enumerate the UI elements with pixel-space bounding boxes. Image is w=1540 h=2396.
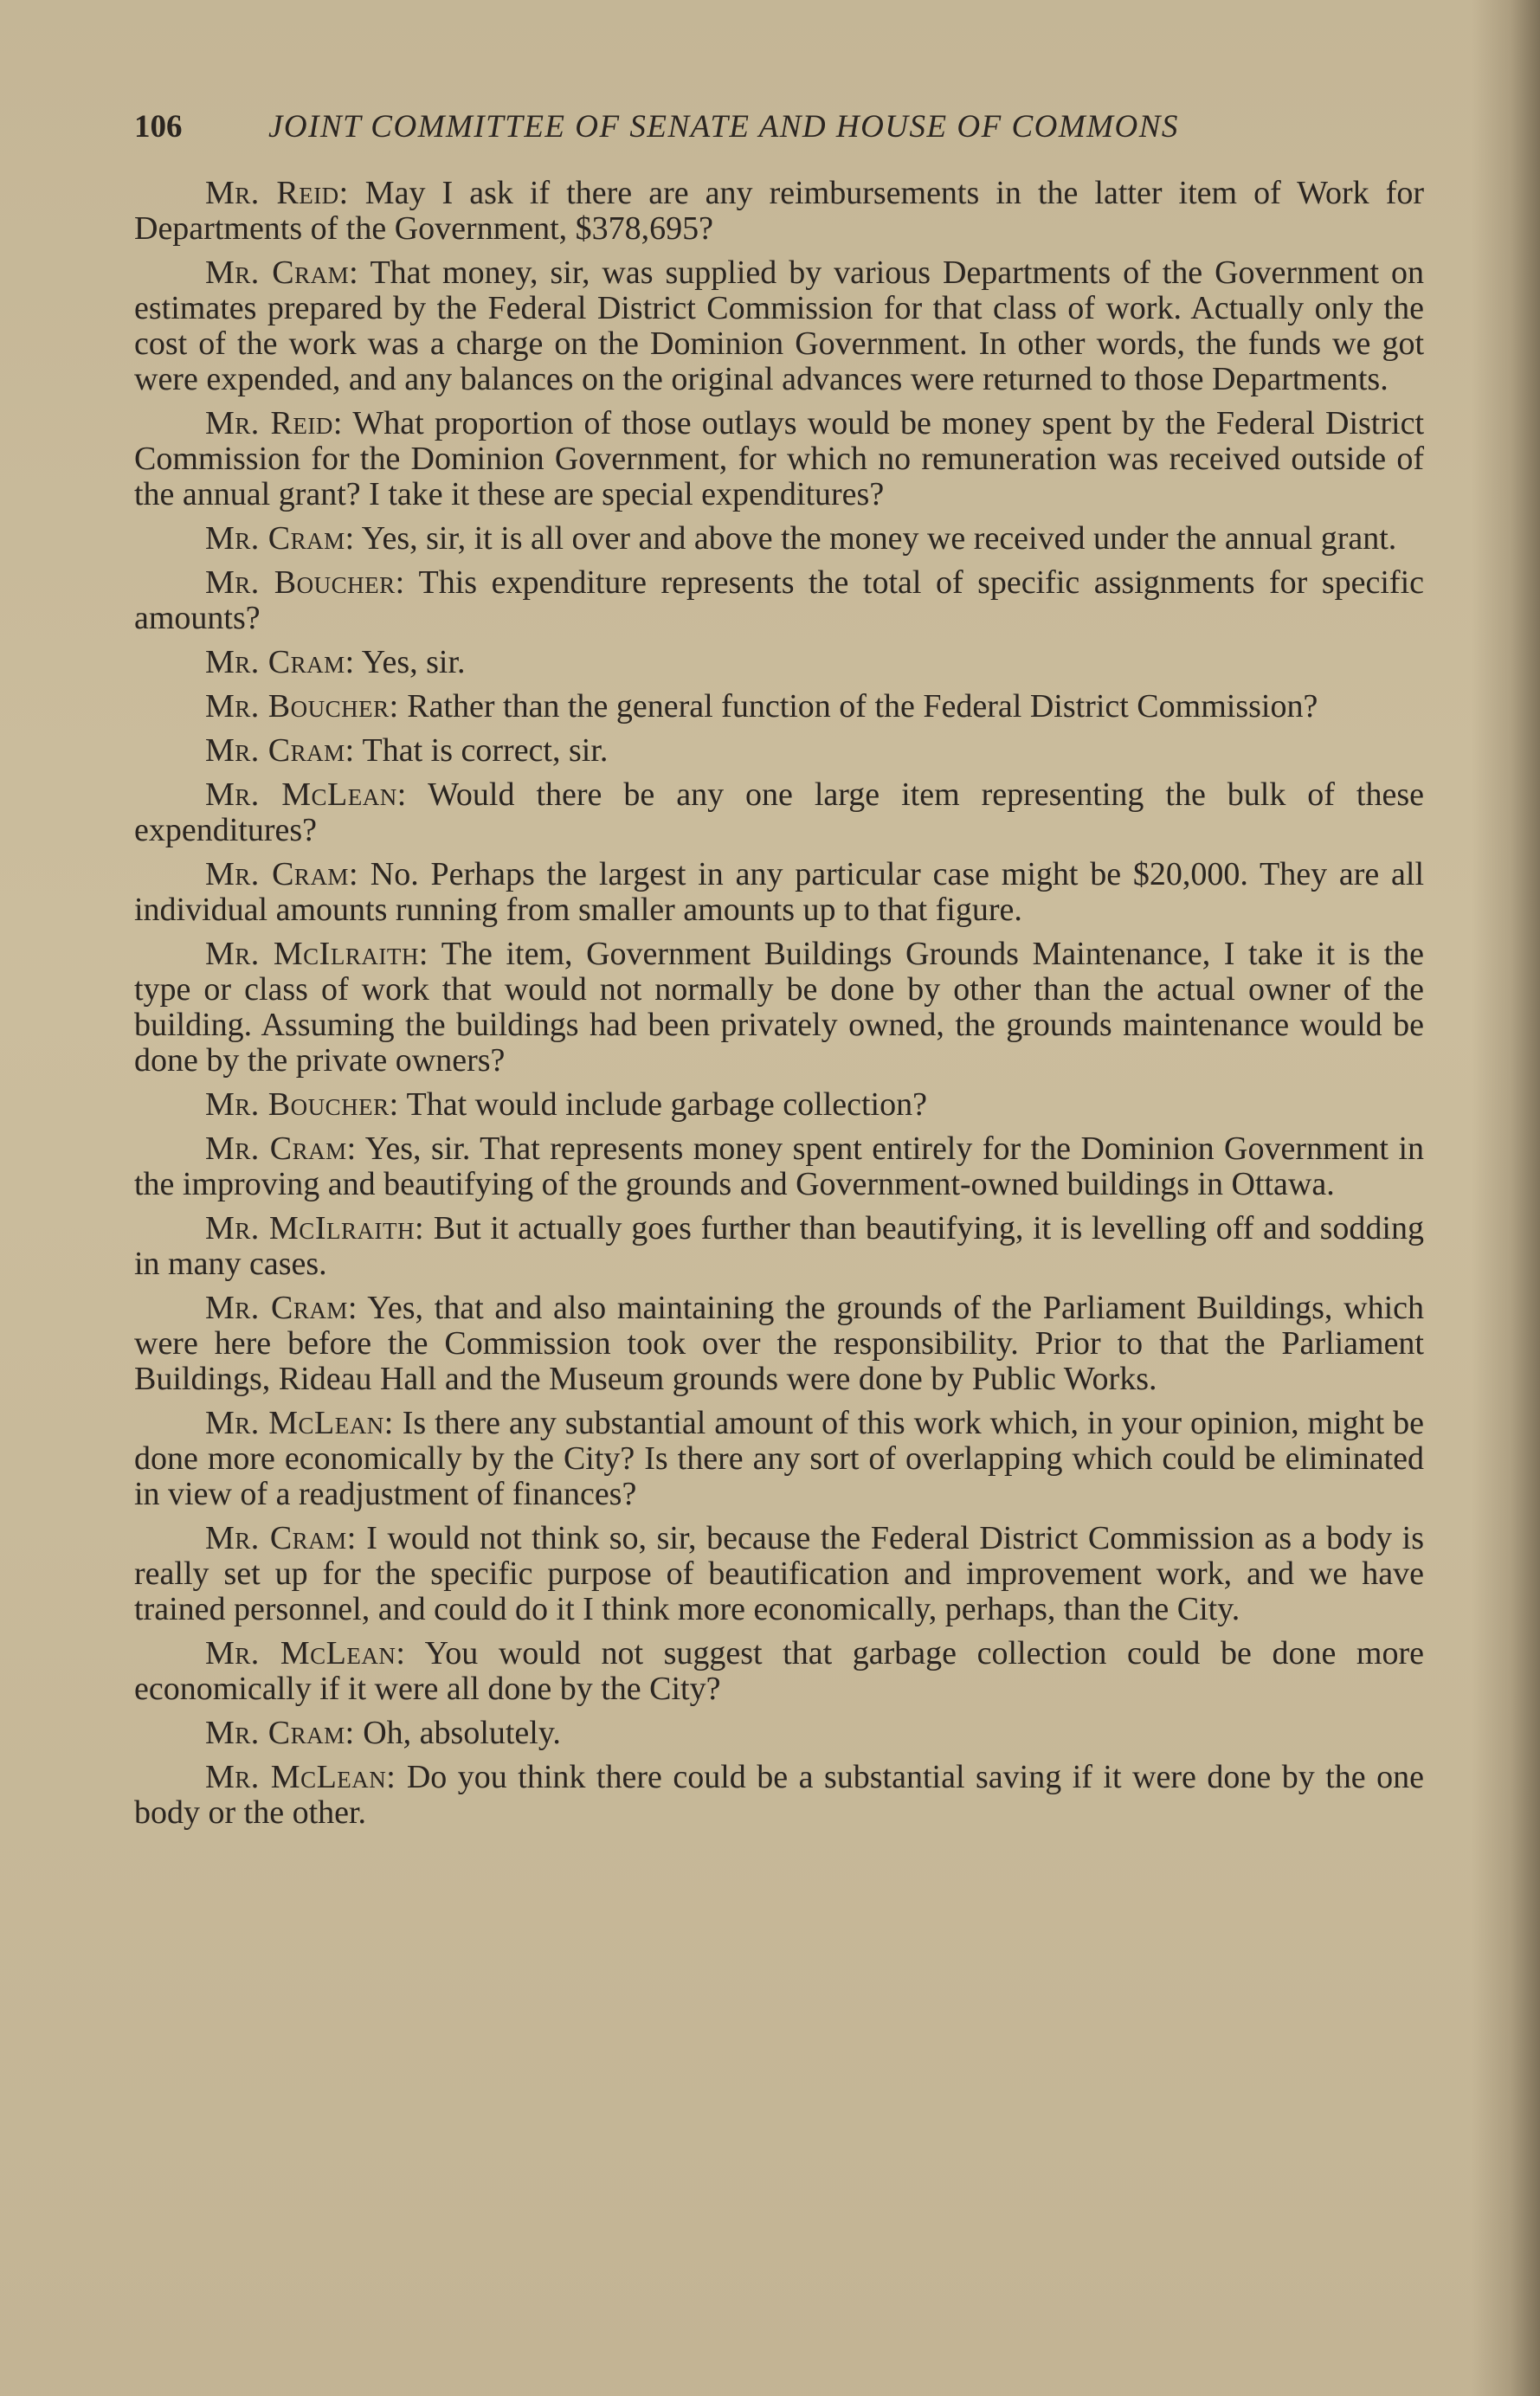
speaker-name: Mr. McLean: (205, 1635, 406, 1671)
speech-text: Yes, sir. (354, 644, 466, 680)
speaker-name: Mr. McIlraith: (205, 936, 428, 972)
speaker-name: Mr. Cram: (205, 732, 355, 769)
page-header (134, 108, 1281, 151)
paragraph-3 (134, 406, 1424, 512)
paragraph-16 (134, 1406, 1424, 1512)
paragraph-17 (134, 1521, 1424, 1627)
paragraph-14 (134, 1211, 1424, 1282)
speech-text: Rather than the general function of the Federal District Commission? (398, 688, 1318, 725)
speech-text: May I ask if there are any reimbursements in the latter item of Work for Departments of the Government, $378,695? (134, 175, 1425, 247)
speech-text: What proportion of those outlays would be money spent by the Federal District Commission for the Dominion Government, for which no remuneration was received outside of the annual grant? I take it these are special expenditures? (134, 405, 1425, 512)
paragraph-2 (134, 255, 1424, 397)
paragraph-11 (134, 937, 1424, 1079)
paragraph-9 (134, 777, 1424, 848)
speaker-name: Mr. Cram: (205, 644, 355, 680)
speech-text: Do you think there could be a substantial saving if it were done by the one body or the other. (134, 1759, 1424, 1831)
speaker-name: Mr. McLean: (205, 1405, 394, 1441)
speaker-name: Mr. Cram: (205, 856, 359, 892)
speaker-name: Mr. Cram: (205, 520, 355, 557)
paragraph-7 (134, 689, 1424, 725)
paragraph-4 (134, 521, 1424, 557)
speech-text: Would there be any one large item representing the bulk of these expenditures? (134, 776, 1424, 848)
speaker-name: Mr. Boucher: (205, 564, 405, 601)
paragraph-1 (134, 176, 1424, 247)
speech-text: This expenditure represents the total of specific assignments for specific amounts? (134, 564, 1424, 636)
speaker-name: Mr. McLean: (205, 776, 407, 813)
speaker-name: Mr. Cram: (205, 1130, 357, 1167)
paragraph-20 (134, 1760, 1424, 1831)
speech-text: Yes, that and also maintaining the grounds of the Parliament Buildings, which were here before the Commission took over the responsibility. Prior to that the Parliament Buildings, Rideau Hall and the Museum grounds were done by Public Works. (134, 1290, 1424, 1397)
paragraph-12 (134, 1087, 1424, 1123)
speech-text: Oh, absolutely. (354, 1715, 561, 1751)
speech-text: You would not suggest that garbage collection could be done more economically if it were all done by the City? (134, 1635, 1424, 1707)
paragraph-13 (134, 1131, 1424, 1202)
paragraph-15 (134, 1291, 1424, 1397)
speech-text: That is correct, sir. (354, 732, 609, 769)
speech-text: Is there any substantial amount of this work which, in your opinion, might be done more economically by the City? Is there any sort of overlapping which could be eliminated in view of a readjustment of finances? (134, 1405, 1424, 1512)
speaker-name: Mr. McIlraith: (205, 1210, 425, 1246)
speaker-name: Mr. Cram: (205, 254, 359, 291)
paragraph-19 (134, 1716, 1424, 1751)
paragraph-10 (134, 857, 1424, 928)
paragraph-5 (134, 565, 1424, 636)
speech-text: The item, Government Buildings Grounds Maintenance, I take it is the type or class of work that would not normally be done by other than the actual owner of the building. Assuming the buildings had been privately owned, the grounds maintenance would be done by the private owners? (134, 936, 1424, 1079)
speaker-name: Mr. Reid: (205, 405, 343, 441)
speaker-name: Mr. Reid: (205, 175, 349, 211)
speech-text: No. Perhaps the largest in any particular case might be $20,000. They are all individual amounts running from smaller amounts up to that figure. (134, 856, 1425, 928)
page-number: 106 (134, 109, 183, 145)
speech-text: Yes, sir, it is all over and above the money we received under the annual grant. (354, 520, 1397, 557)
speech-text: That money, sir, was supplied by various Departments of the Government on estimates prepared by the Federal District Commission for that class of work. Actually only the cost of the work was a charge on the Dominion Government. In other words, the funds we got were expended, and any balances on the original advances were returned to those Departments. (134, 254, 1425, 397)
running-title: JOINT COMMITTEE OF SENATE AND HOUSE OF COMMONS (268, 109, 1179, 145)
speaker-name: Mr. Cram: (205, 1290, 358, 1326)
speech-text: But it actually goes further than beautifying, it is levelling off and sodding in many cases. (134, 1210, 1424, 1282)
speech-text: I would not think so, sir, because the Federal District Commission as a body is really set up for the specific purpose of beautification and improvement work, and we have trained personnel, and could do it I think more economically, perhaps, than the City. (134, 1520, 1424, 1627)
speaker-name: Mr. McLean: (205, 1759, 396, 1795)
speaker-name: Mr. Boucher: (205, 1086, 399, 1123)
paragraph-6 (134, 645, 1424, 680)
speaker-name: Mr. Cram: (205, 1715, 355, 1751)
speech-text: Yes, sir. That represents money spent entirely for the Dominion Government in the improving and beautifying of the grounds and Government-owned buildings in Ottawa. (134, 1130, 1425, 1202)
paragraph-8 (134, 733, 1424, 769)
speech-text: That would include garbage collection? (398, 1086, 927, 1123)
transcript-body (134, 176, 1424, 1839)
speaker-name: Mr. Cram: (205, 1520, 357, 1556)
speaker-name: Mr. Boucher: (205, 688, 399, 725)
paragraph-18 (134, 1636, 1424, 1707)
